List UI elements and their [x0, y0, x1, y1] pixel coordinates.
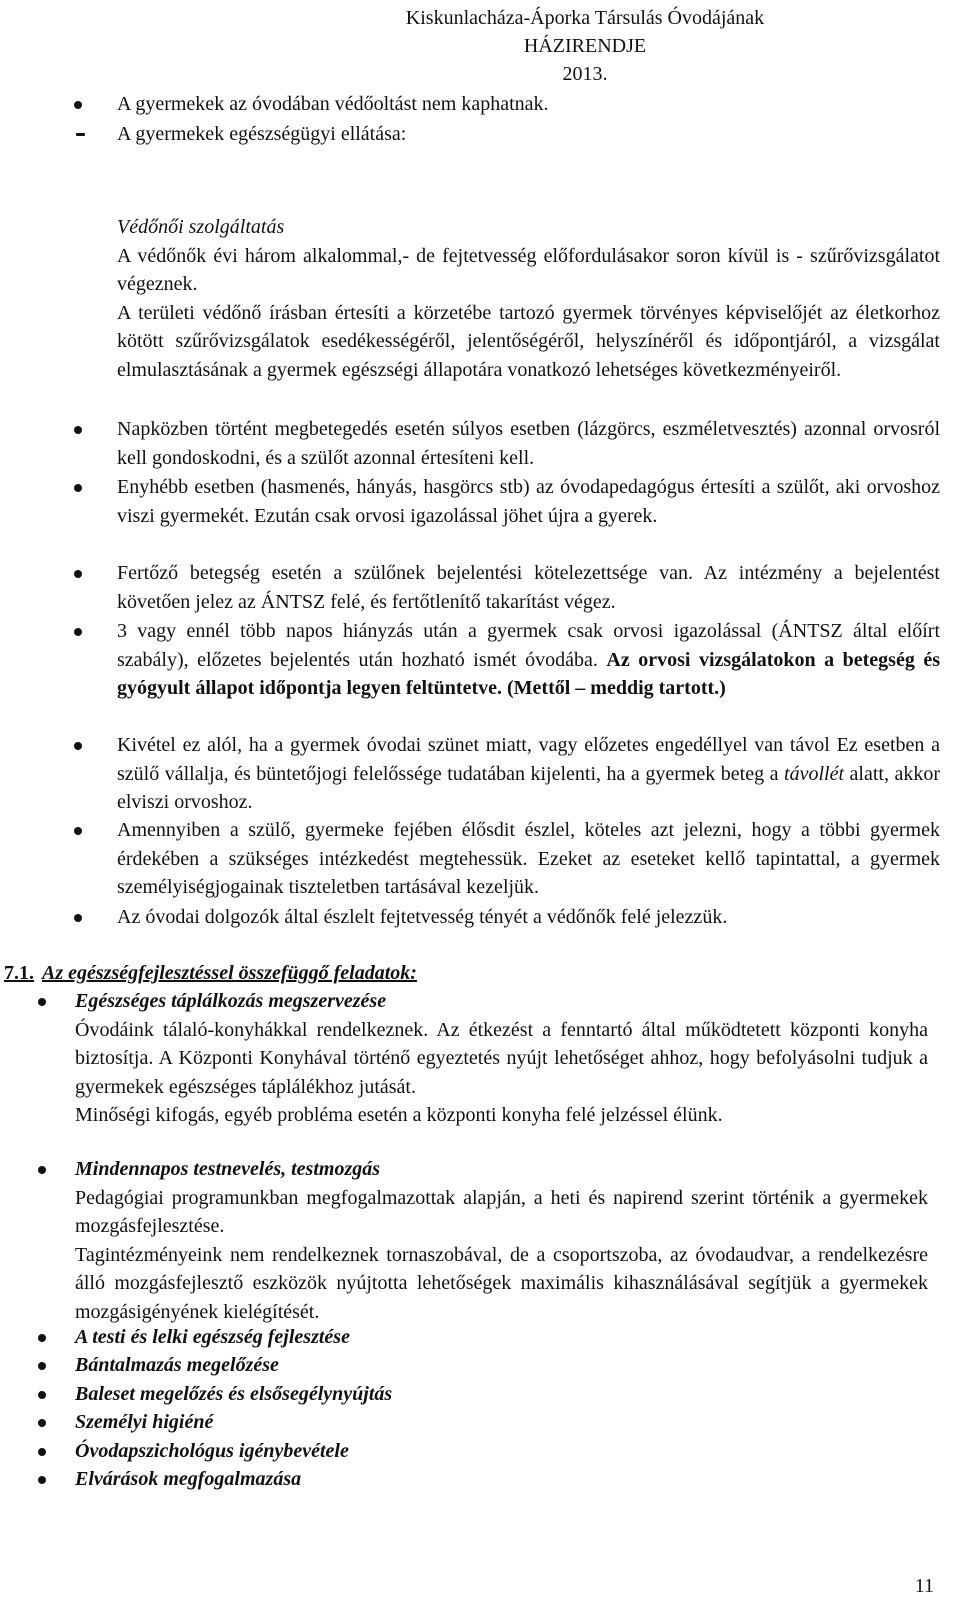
- bullet-icon: [74, 570, 82, 578]
- list-item: Napközben történt megbetegedés esetén súlyos esetben (lázgörcs, eszméletvesztés) azonnal orvosról kell gondoskodni, és a szülőt azonnal értesíteni kell.: [80, 415, 940, 472]
- bullet-icon: [38, 1166, 46, 1174]
- page-number: 11: [914, 1575, 934, 1597]
- bullet-icon: [74, 628, 82, 636]
- bullet-icon: [74, 426, 82, 434]
- list-item: Elvárások megfogalmazása: [38, 1465, 928, 1494]
- list-item: 3 vagy ennél több napos hiányzás után a gyermek csak orvosi igazolással (ÁNTSZ által előírt szabály), előzetes bejelentés után hozható ismét óvodába. Az orvosi vizsgálatokon a betegség és gyógyult állapot időpontja legyen feltüntetve. (Mettől – meddig tartott.): [80, 617, 940, 703]
- bullet-icon: [38, 1448, 46, 1456]
- bullet-icon: [74, 914, 82, 922]
- list-item: Kivétel ez alól, ha a gyermek óvodai szünet miatt, vagy előzetes engedéllyel van távol Ez esetben a szülő vállalja, és büntetőjogi felelőssége tudatában kijelenti, ha a gyermek beteg a távollét alatt, akkor elviszi orvoshoz.: [80, 731, 940, 817]
- list-item: Személyi higiéné: [38, 1408, 928, 1437]
- bullet-icon: [74, 827, 82, 835]
- list-item: A testi és lelki egészség fejlesztése: [38, 1323, 928, 1352]
- vedonoi-block: [80, 213, 940, 384]
- bullet-icon: [74, 101, 82, 109]
- header-institution: Kiskunlacháza-Áporka Társulás Óvodájának: [405, 7, 765, 29]
- vedonoi-title: Védőnői szolgáltatás: [117, 216, 285, 238]
- bullet-icon: [38, 1334, 46, 1342]
- page-header: [0, 4, 960, 88]
- list-item: Fertőző betegség esetén a szülőnek bejelentési kötelezettsége van. Az intézmény a bejelentést követően jelez az ÁNTSZ felé, és fertőtlenítő takarítást végez.: [80, 559, 940, 616]
- section-title: Az egészségfejlesztéssel összefüggő feladatok:: [42, 962, 417, 984]
- header-year: 2013.: [562, 63, 608, 85]
- list-item: Az óvodai dolgozók által észlelt fejtetvesség tényét a védőnők felé jelezzük.: [80, 903, 940, 932]
- list-item: Baleset megelőzés és elsősegélynyújtás: [38, 1380, 928, 1409]
- list-item: Óvodapszichológus igénybevétele: [38, 1437, 928, 1466]
- list-item: Mindennapos testnevelés, testmozgás Pedagógiai programunkban megfogalmazottak alapján, a heti és napirend szerint történik a gyermekek mozgásfejlesztése. Tagintézményeink nem rendelkeznek tornaszobával, de a csoportszoba, az óvodaudvar, a rendelkezésre álló mozgásfejlesztő eszközök nyújtotta lehetőségek maximális kihasználásával segítjük a gyermekek mozgásigényének kielégítését.: [38, 1155, 928, 1326]
- list-item: Bántalmazás megelőzése: [38, 1351, 928, 1380]
- list-item: Enyhébb esetben (hasmenés, hányás, hasgörcs stb) az óvodapedagógus értesíti a szülőt, aki orvoshoz viszi gyermekét. Ezután csak orvosi igazolással jöhet újra a gyerek.: [80, 473, 940, 530]
- header-document-title: HÁZIRENDJE: [523, 35, 647, 57]
- list-item: A gyermekek egészségügyi ellátása:: [80, 120, 940, 149]
- bullet-icon: [38, 1476, 46, 1484]
- paragraph: A területi védőnő írásban értesíti a körzetébe tartozó gyermek törvényes képviselőjét az életkorhoz kötött szűrővizsgálatok esedékességéről, jelentőségéről, helyszínéről és időpontjáról, a vizsgálat elmulasztásának a gyermek egészségi állapotára vonatkozó lehetséges következményeiről.: [117, 301, 940, 381]
- bullet-icon: [38, 1419, 46, 1427]
- section-heading: [4, 959, 417, 987]
- list-item: Egészséges táplálkozás megszervezése Óvodáink tálaló-konyhákkal rendelkeznek. Az étkezést a fenntartó által működtetett központi konyha biztosítja. A Központi Konyhával történő egyeztetés nyújt lehetőséget ahhoz, hogy befolyásolni tudjuk a gyermekek egészséges táplálékhoz jutását. Minőségi kifogás, egyéb probléma esetén a központi konyha felé jelzéssel élünk.: [38, 987, 928, 1130]
- bullet-icon: [76, 133, 85, 136]
- bullet-icon: [38, 1362, 46, 1370]
- bullet-icon: [38, 1391, 46, 1399]
- list-item: Amennyiben a szülő, gyermeke fejében élősdit észlel, köteles azt jelezni, hogy a többi gyermek érdekében a szükséges intézkedést megtehessük. Ezeket az eseteket kellő tapintattal, a gyermek személyiségjogainak tiszteletben tartásával kezeljük.: [80, 816, 940, 902]
- bullet-icon: [74, 742, 82, 750]
- bullet-icon: [38, 998, 46, 1006]
- bullet-icon: [74, 484, 82, 492]
- section-number: 7.1.: [4, 962, 34, 984]
- list-item: A gyermekek az óvodában védőoltást nem kaphatnak.: [80, 90, 940, 119]
- paragraph: A védőnők évi három alkalommal,- de fejtetvesség előfordulásakor soron kívül is - szűrővizsgálatot végeznek.: [117, 244, 940, 295]
